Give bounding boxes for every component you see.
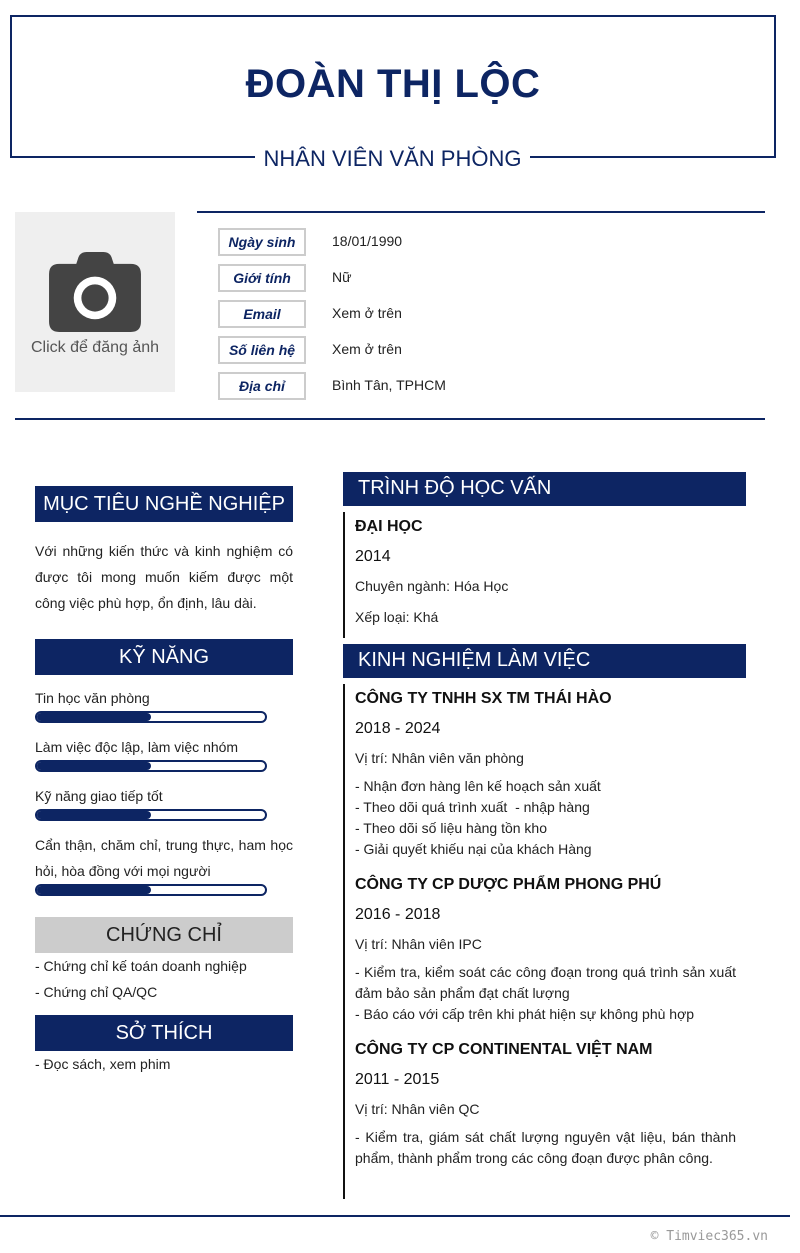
job-company: CÔNG TY CP CONTINENTAL VIỆT NAM bbox=[355, 1041, 653, 1058]
skill-bar bbox=[35, 884, 267, 896]
objective-heading: MỤC TIÊU NGHỀ NGHIỆP bbox=[35, 486, 293, 522]
info-label-email: Email bbox=[218, 300, 306, 328]
education-year: 2014 bbox=[355, 548, 391, 565]
skill-bar bbox=[35, 711, 267, 723]
skill-bar-fill bbox=[37, 762, 151, 770]
skill-bar bbox=[35, 760, 267, 772]
job-position: Vị trí: Nhân viên văn phòng bbox=[355, 750, 524, 766]
certificate-item: - Chứng chỉ kế toán doanh nghiệp bbox=[35, 958, 247, 974]
job-title-wrap bbox=[255, 142, 530, 176]
certificate-item: - Chứng chỉ QA/QC bbox=[35, 984, 158, 1000]
skill-bar bbox=[35, 809, 267, 821]
education-grade: Xếp loại: Khá bbox=[355, 609, 439, 625]
job-duty: - Kiểm tra, giám sát chất lượng nguyên vật liệu, bán thành phẩm, thành phẩm trong các công đoạn được phân công. bbox=[355, 1129, 736, 1166]
info-value-dob: 18/01/1990 bbox=[332, 233, 403, 249]
job-duty: - Theo dõi số liệu hàng tồn kho bbox=[355, 820, 547, 836]
skill-label: Tin học văn phòng bbox=[35, 690, 150, 706]
education-school: ĐẠI HỌC bbox=[355, 518, 423, 535]
footer-rule bbox=[0, 1215, 790, 1217]
info-value-gender: Nữ bbox=[332, 269, 352, 285]
info-value-address: Bình Tân, TPHCM bbox=[332, 377, 446, 393]
skill-bar-fill bbox=[37, 713, 151, 721]
education-major: Chuyên ngành: Hóa Học bbox=[355, 578, 509, 594]
candidate-name: ĐOÀN THỊ LỘC bbox=[245, 62, 541, 106]
skill-bar-fill bbox=[37, 886, 151, 894]
job-position: Vị trí: Nhân viên QC bbox=[355, 1101, 480, 1117]
job-duty: - Kiểm tra, kiểm soát các công đoạn trong quá trình sản xuất đảm bảo sản phẩm đạt chất lượng bbox=[355, 964, 736, 1001]
objective-text: Với những kiến thức và kinh nghiệm có được tôi mong muốn kiếm được một công việc phù hợp, ổn định, lâu dài. bbox=[35, 543, 293, 611]
skill-label: Kỹ năng giao tiếp tốt bbox=[35, 788, 163, 804]
footer-credit: © Timviec365.vn bbox=[650, 1229, 768, 1244]
camera-icon bbox=[41, 252, 149, 332]
skills-heading: KỸ NĂNG bbox=[35, 639, 293, 675]
photo-caption: Click để đăng ảnh bbox=[30, 339, 160, 356]
job-duty: - Nhận đơn hàng lên kế hoạch sản xuất bbox=[355, 778, 601, 794]
photo-upload[interactable] bbox=[15, 212, 175, 392]
info-label-gender: Giới tính bbox=[218, 264, 306, 292]
job-duty: - Báo cáo với cấp trên khi phát hiện sự không phù hợp bbox=[355, 1006, 695, 1022]
hobby-item: - Đọc sách, xem phim bbox=[35, 1056, 171, 1072]
info-label-phone: Số liên hệ bbox=[218, 336, 306, 364]
job-duty: - Giải quyết khiếu nại của khách Hàng bbox=[355, 841, 592, 857]
skill-label: Làm việc độc lập, làm việc nhóm bbox=[35, 739, 239, 755]
job-years: 2018 - 2024 bbox=[355, 720, 441, 737]
job-years: 2011 - 2015 bbox=[355, 1071, 440, 1088]
job-years: 2016 - 2018 bbox=[355, 906, 441, 923]
info-label-address: Địa chỉ bbox=[218, 372, 306, 400]
job-duties bbox=[355, 962, 736, 1025]
education-heading: TRÌNH ĐỘ HỌC VẤN bbox=[343, 472, 746, 506]
experience-heading: KINH NGHIỆM LÀM VIỆC bbox=[343, 644, 746, 678]
job-duties bbox=[355, 776, 736, 860]
job-company: CÔNG TY TNHH SX TM THÁI HÀO bbox=[355, 690, 612, 707]
info-value-email: Xem ở trên bbox=[332, 305, 402, 321]
hobbies-heading: SỞ THÍCH bbox=[35, 1015, 293, 1051]
info-top-rule bbox=[197, 211, 765, 213]
skill-bar-fill bbox=[37, 811, 151, 819]
info-bottom-rule bbox=[15, 418, 765, 420]
job-title: NHÂN VIÊN VĂN PHÒNG bbox=[263, 146, 522, 171]
experience-divider bbox=[343, 684, 345, 1199]
info-value-phone: Xem ở trên bbox=[332, 341, 402, 357]
job-duties bbox=[355, 1127, 736, 1169]
job-company: CÔNG TY CP DƯỢC PHẨM PHONG PHÚ bbox=[355, 876, 662, 893]
job-duty: - Theo dõi quá trình xuất - nhập hàng bbox=[355, 799, 590, 815]
info-label-dob: Ngày sinh bbox=[218, 228, 306, 256]
certificates-heading: CHỨNG CHỈ bbox=[35, 917, 293, 953]
job-position: Vị trí: Nhân viên IPC bbox=[355, 936, 482, 952]
education-divider bbox=[343, 512, 345, 638]
skill-label: Cẩn thận, chăm chỉ, trung thực, ham học hỏi, hòa đồng với mọi người bbox=[35, 837, 293, 879]
